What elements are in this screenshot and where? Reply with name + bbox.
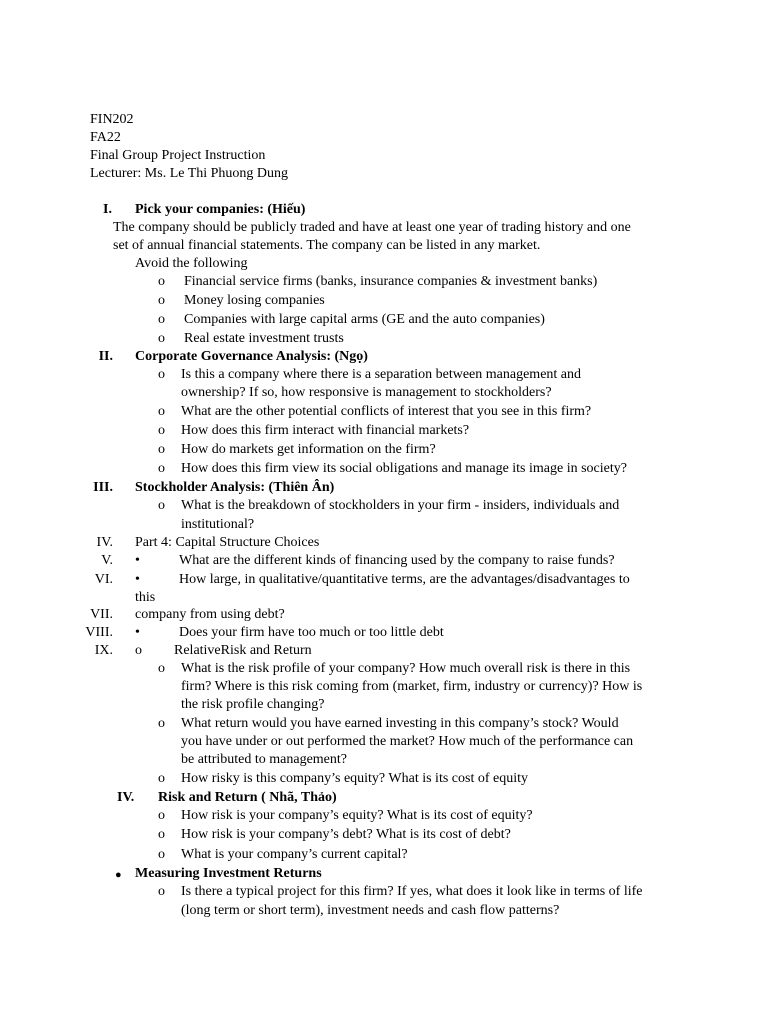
- section-1-heading: Pick your companies: (Hiếu): [135, 202, 306, 217]
- section-9-item-1-line-1: What is the risk profile of your company? How much overall risk is there in this: [181, 661, 631, 676]
- section-risk-heading: Risk and Return ( Nhã, Thảo): [158, 790, 337, 805]
- section-2-heading: Corporate Governance Analysis: (Ngọ): [135, 349, 368, 364]
- hollow-bullet: o: [158, 884, 165, 899]
- section-6-number: VI.: [94, 572, 113, 587]
- section-2-number: II.: [98, 349, 113, 364]
- section-investment-heading: Measuring Investment Returns: [135, 866, 322, 881]
- section-3-heading: Stockholder Analysis: (Thiên Ân): [135, 480, 335, 495]
- hollow-bullet: o: [158, 661, 165, 676]
- section-risk-item: What is your company’s current capital?: [181, 847, 408, 862]
- hollow-bullet: o: [158, 331, 165, 346]
- section-risk-number: IV.: [117, 790, 135, 805]
- course-code: FIN202: [90, 112, 134, 127]
- section-7-number: VII.: [90, 607, 113, 622]
- section-9-item-2-line-1: What return would you have earned investing in this company’s stock? Would: [181, 716, 619, 731]
- hollow-bullet: o: [158, 442, 165, 457]
- hollow-bullet: o: [135, 643, 142, 658]
- section-3-item-1-line-1: What is the breakdown of stockholders in your firm - insiders, individuals and: [181, 498, 620, 513]
- section-9-item-3: How risky is this company’s equity? What is its cost of equity: [181, 771, 528, 786]
- filled-bullet: •: [135, 625, 140, 640]
- hollow-bullet: o: [158, 461, 165, 476]
- section-2-item-4: How do markets get information on the firm?: [181, 442, 436, 457]
- section-3-number: III.: [93, 480, 113, 495]
- hollow-bullet: o: [158, 404, 165, 419]
- section-2-item-2: What are the other potential conflicts of interest that you see in this firm?: [181, 404, 592, 419]
- section-8-number: VIII.: [85, 625, 113, 640]
- section-5-number: V.: [101, 553, 113, 568]
- document-title: Final Group Project Instruction: [90, 148, 266, 163]
- hollow-bullet: o: [158, 716, 165, 731]
- section-8-text: Does your firm have too much or too little debt: [179, 625, 444, 640]
- section-1-paragraph-line-2: set of annual financial statements. The company can be listed in any market.: [113, 238, 541, 253]
- section-6-wrap: this: [135, 590, 156, 605]
- hollow-bullet: o: [158, 312, 165, 327]
- section-risk-item: How risk is your company’s debt? What is its cost of debt?: [181, 827, 511, 842]
- section-1-item: Companies with large capital arms (GE and the auto companies): [184, 312, 545, 327]
- section-9-number: IX.: [94, 643, 113, 658]
- section-1-item: Money losing companies: [184, 293, 325, 308]
- section-2-item-1-line-2: ownership? If so, how responsive is management to stockholders?: [181, 385, 552, 400]
- section-2-item-3: How does this firm interact with financial markets?: [181, 423, 470, 438]
- section-investment-item-1-line-2: (long term or short term), investment needs and cash flow patterns?: [181, 903, 560, 918]
- section-3-item-1-line-2: institutional?: [181, 517, 255, 532]
- hollow-bullet: o: [158, 274, 165, 289]
- section-9-item-1-line-2: firm? Where is this risk coming from (market, firm, industry or currency)? How is: [181, 679, 643, 694]
- section-2-item-5: How does this firm view its social obligations and manage its image in society?: [181, 461, 627, 476]
- hollow-bullet: o: [158, 293, 165, 308]
- section-6-text: How large, in qualitative/quantitative terms, are the advantages/disadvantages to: [179, 572, 630, 587]
- section-2-item-1-line-1: Is this a company where there is a separation between management and: [181, 367, 582, 382]
- hollow-bullet: o: [158, 827, 165, 842]
- section-investment-item-1-line-1: Is there a typical project for this firm? If yes, what does it look like in terms of life: [181, 884, 643, 899]
- section-1-item: Real estate investment trusts: [184, 331, 344, 346]
- filled-bullet: •: [135, 553, 140, 568]
- section-9-item-2-line-3: be attributed to management?: [181, 752, 347, 767]
- section-9-item-2-line-2: you have under or out performed the market? How much of the performance can: [181, 734, 634, 749]
- hollow-bullet: o: [158, 771, 165, 786]
- term: FA22: [90, 130, 121, 145]
- section-risk-item: How risk is your company’s equity? What is its cost of equity?: [181, 808, 533, 823]
- section-1-number: I.: [103, 202, 112, 217]
- hollow-bullet: o: [158, 498, 165, 513]
- hollow-bullet: o: [158, 423, 165, 438]
- filled-bullet: •: [135, 572, 140, 587]
- section-4-number: IV.: [96, 535, 113, 550]
- section-4-text: Part 4: Capital Structure Choices: [135, 535, 320, 550]
- section-1-paragraph-line-1: The company should be publicly traded and have at least one year of trading history and one: [113, 220, 631, 235]
- filled-circle-bullet: ●: [115, 869, 122, 881]
- lecturer-line: Lecturer: Ms. Le Thi Phuong Dung: [90, 166, 289, 181]
- hollow-bullet: o: [158, 847, 165, 862]
- section-1-avoid-label: Avoid the following: [135, 256, 248, 271]
- section-7-text: company from using debt?: [135, 607, 285, 622]
- section-5-text: What are the different kinds of financing used by the company to raise funds?: [179, 553, 615, 568]
- hollow-bullet: o: [158, 808, 165, 823]
- hollow-bullet: o: [158, 367, 165, 382]
- section-1-item: Financial service firms (banks, insurance companies & investment banks): [184, 274, 598, 289]
- section-9-item-1-line-3: the risk profile changing?: [181, 697, 325, 712]
- section-9-text: RelativeRisk and Return: [174, 643, 312, 658]
